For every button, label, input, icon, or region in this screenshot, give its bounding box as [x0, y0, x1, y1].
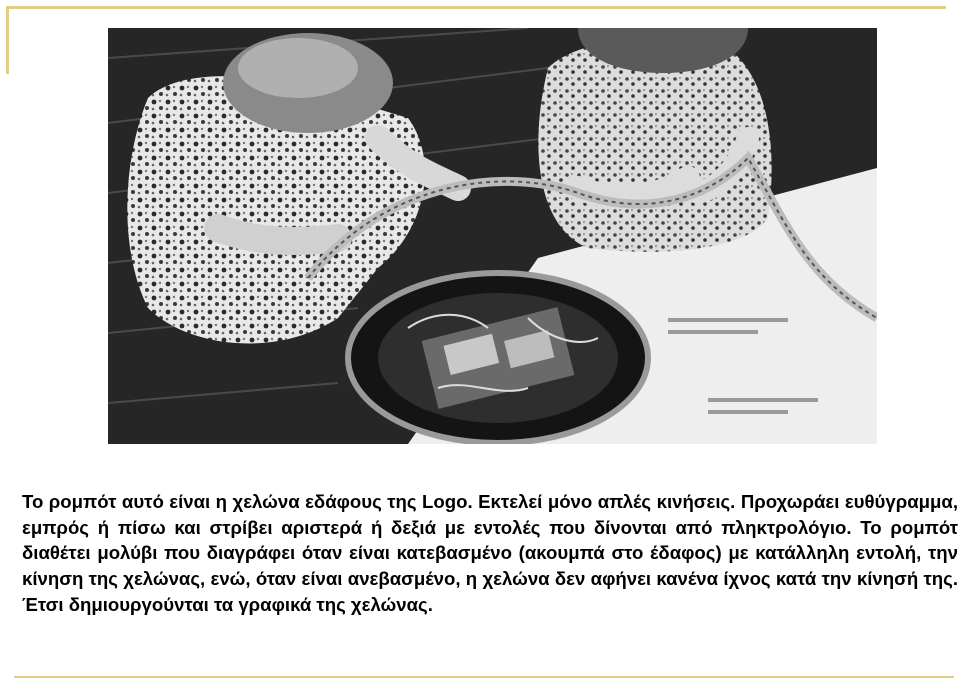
- turtle-robot-photo: [108, 28, 877, 444]
- decorative-bottom-rule: [14, 676, 954, 678]
- caption-paragraph: Το ρομπότ αυτό είναι η χελώνα εδάφους της Logo. Εκτελεί μόνο απλές κινήσεις. Προχωράει ευθύγραμμα, εμπρός ή πίσω και στρίβει αριστερά ή δεξιά με εντολές που δίνονται από πληκτρολόγιο. Το ρομπότ διαθέτει μολύβι που διαγράφει όταν είναι κατεβασμένο (ακουμπά στο έδαφος) με κατάλληλη εντολή, την κίνηση της χελώνας, ενώ, όταν είναι ανεβασμένο, η χελώνα δεν αφήνει κανένα ίχνος κατά την κίνησή της. Έτσι δημιουργούνται τα γραφικά της χελώνας.: [22, 491, 958, 615]
- decorative-left-rule: [6, 6, 9, 74]
- decorative-top-rule: [6, 6, 946, 9]
- photo-illustration: [108, 28, 877, 444]
